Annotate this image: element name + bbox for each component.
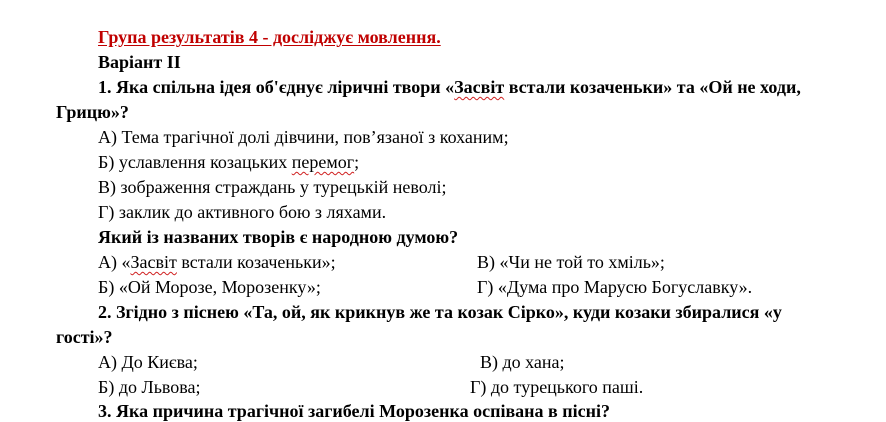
question-1-option-g: Г) заклик до активного бою з ляхами. [98, 202, 387, 222]
option-b-text-start: Б) уславлення козацьких [98, 152, 292, 172]
variant-label: Варіант ІІ [98, 52, 181, 72]
question-1b-option-b: Б) «Ой Морозе, Морозенку»; [98, 277, 321, 297]
question-2-line-2: гості»? [56, 327, 113, 347]
question-1b-option-a [98, 252, 336, 272]
question-1b-text: Який із названих творів є народною думою? [98, 227, 459, 247]
question-2-option-g: Г) до турецького паші. [470, 377, 644, 397]
option-b-text-end: ; [354, 152, 360, 172]
question-2-option-a: А) До Києва; [98, 352, 198, 372]
spellcheck-word: Засвіт [454, 77, 505, 97]
question-1-text-start: 1. Яка спільна ідея об'єднує ліричні твори « [98, 77, 455, 97]
question-2-option-b: Б) до Львова; [98, 377, 201, 397]
section-heading: Група результатів 4 - досліджує мовлення. [98, 27, 441, 47]
option-a-text-start: А) « [98, 252, 131, 272]
question-1-option-b [98, 152, 359, 172]
question-2-option-v: В) до хана; [480, 352, 565, 372]
question-1b-option-g: Г) «Дума про Марусю Богуславку». [477, 277, 753, 297]
option-a-text-end: встали козаченьки»; [176, 252, 336, 272]
spellcheck-word: перемог [291, 152, 355, 172]
spellcheck-word: Засвіт [130, 252, 177, 272]
question-1-text-end: встали козаченьки» та «Ой не ходи, [504, 77, 801, 97]
question-1-option-v: В) зображення страждань у турецькій неволі; [98, 177, 447, 197]
question-1-line-2: Грицю»? [56, 102, 129, 122]
question-1-line-1 [98, 77, 801, 97]
question-1-option-a: А) Тема трагічної долі дівчини, пов’язаної з коханим; [98, 127, 509, 147]
question-3-text: 3. Яка причина трагічної загибелі Морозенка оспівана в пісні? [98, 401, 611, 421]
question-2-line-1: 2. Згідно з піснею «Та, ой, як крикнув же та козак Сірко», куди козаки збиралися «у [98, 302, 782, 322]
question-1b-option-v: В) «Чи не той то хміль»; [477, 252, 665, 272]
